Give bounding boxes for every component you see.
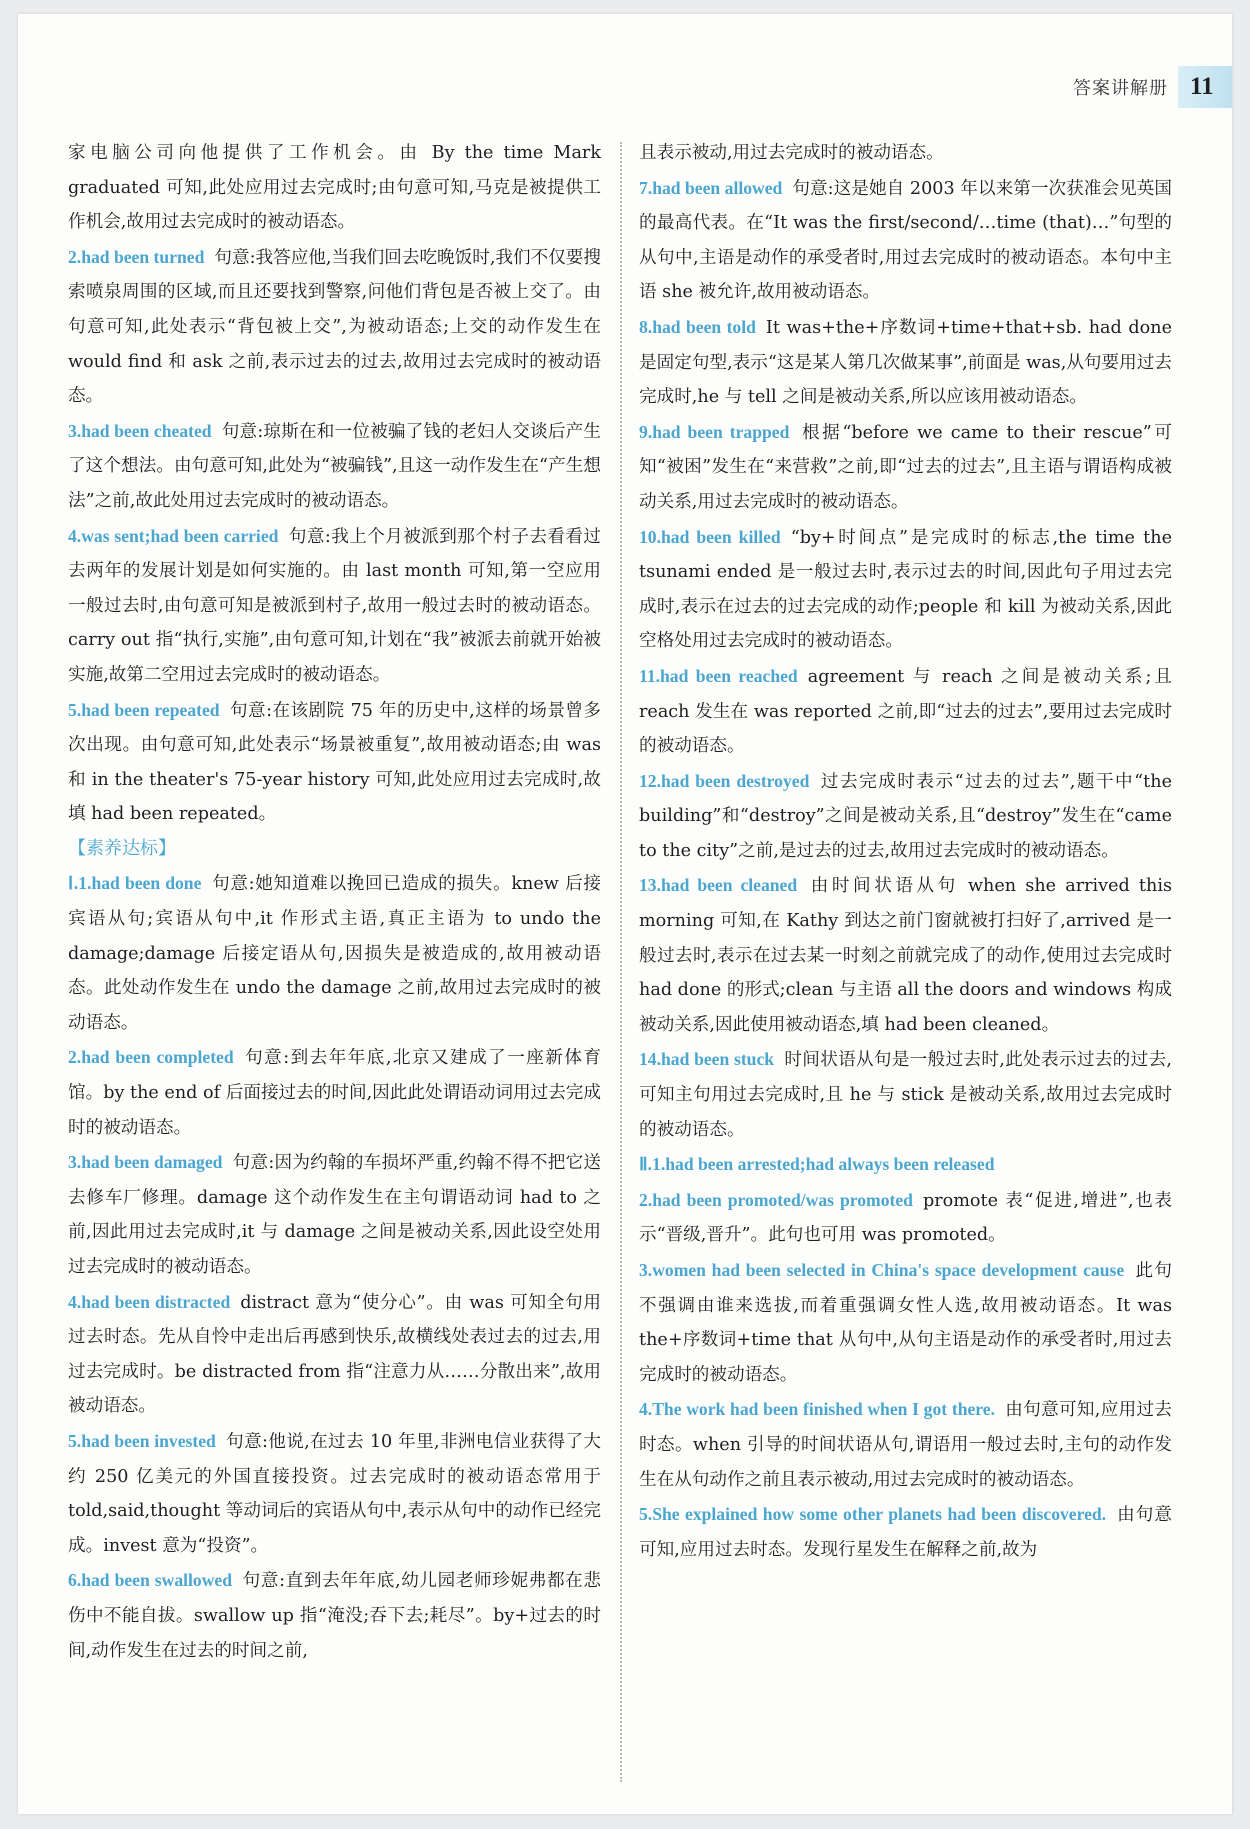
answer-key: 5.She explained how some other planets had been discovered. <box>639 1504 1107 1525</box>
explanation: It was+the+序数词+time+that+sb. had done 是固定句型,表示“这是某人第几次做某事”,前面是 was,从句要用过去完成时,he 与 tell 之间是被动关系,所以应该用被动语态。 <box>639 317 1172 408</box>
answer-key: 14.had been stuck <box>639 1049 775 1070</box>
answer-item <box>68 519 601 693</box>
answer-item <box>68 1040 601 1145</box>
explanation: “by+时间点”是完成时的标志,the time the tsunami ended 是一般过去时,表示过去的时间,因此句子用过去完成时,表示在过去的过去完成的动作;people 和 kill 为被动关系,因此空格处用过去完成时的被动语态。 <box>639 527 1172 652</box>
explanation: 句意:琼斯在和一位被骗了钱的老妇人交谈后产生了这个想法。由句意可知,此处为“被骗钱”,且这一动作发生在“产生想法”之前,故此处用过去完成时的被动语态。 <box>68 421 602 511</box>
explanation: 句意:她知道难以挽回已造成的损失。knew 后接宾语从句;宾语从句中,it 作形式主语,真正主语为 to undo the damage;damage 后接定语从句,因损失是被造成的,故用被动语态。此处动作发生在 undo the damage 之前,故用过去完成时的被动语态。 <box>68 874 601 1033</box>
right-column <box>639 136 1172 1567</box>
answer-key: Ⅰ.1.had been done <box>68 873 202 894</box>
answer-key: Ⅱ.1.had been arrested;had always been released <box>639 1154 995 1175</box>
explanation: 句意:他说,在过去 10 年里,非洲电信业获得了大约 250 亿美元的外国直接投资。过去完成时的被动语态常用于 told,said,thought 等动词后的宾语从句中,表示从句中的动作已经完成。invest 意为“投资”。 <box>68 1431 602 1556</box>
page-header <box>1022 66 1232 108</box>
answer-item <box>68 1285 601 1424</box>
answer-item <box>68 866 601 1040</box>
answer-item <box>639 1147 1172 1183</box>
explanation: 句意:因为约翰的车损坏严重,约翰不得不把它送去修车厂修理。damage 这个动作发生在主句谓语动词 had to 之前,因此用过去完成时,it 与 damage 之间是被动关系,因此设空处用过去完成时的被动语态。 <box>68 1153 601 1277</box>
answer-item <box>68 414 601 519</box>
answer-key: 5.had been repeated <box>68 699 220 720</box>
answer-item <box>639 1042 1172 1147</box>
answer-item <box>68 1563 601 1668</box>
answer-key: 4.had been distracted <box>68 1291 231 1312</box>
answer-key: 4.was sent;had been carried <box>68 525 279 546</box>
explanation: agreement 与 reach 之间是被动关系;且 reach 发生在 was reported 之前,即“过去的过去”,要用过去完成时的被动语态。 <box>639 666 1172 757</box>
answer-key: 7.had been allowed <box>639 177 783 198</box>
explanation: promote 表“促进,增进”,也表示“晋级,晋升”。此句也可用 was promoted。 <box>639 1190 1172 1246</box>
header-title: 答案讲解册 <box>1073 78 1168 99</box>
answer-page <box>18 14 1232 1814</box>
answer-key: 10.had been killed <box>639 526 781 547</box>
answer-item <box>68 1145 601 1284</box>
answer-key: 3.had been cheated <box>68 420 212 441</box>
answer-key: 5.had been invested <box>68 1430 216 1451</box>
explanation: 句意:我上个月被派到那个村子去看看过去两年的发展计划是如何实施的。由 last month 可知,第一空应用一般过去时,由句意可知是被派到村子,故用一般过去时的被动语态。carry out 指“执行,实施”,由句意可知,计划在“我”被派去前就开始被实施,故第二空用过去完成时的被动语态。 <box>68 526 601 685</box>
explanation: 句意:直到去年年底,幼儿园老师珍妮弗都在悲伤中不能自拔。swallow up 指“淹没;吞下去;耗尽”。by+过去的时间,动作发生在过去的时间之前, <box>68 1571 601 1661</box>
explanation: 句意:在该剧院 75 年的历史中,这样的场景曾多次出现。由句意可知,此处表示“场景被重复”,故用被动语态;由 was 和 in the theater's 75-year history 可知,此处应用过去完成时,故填 had been repeated。 <box>68 700 601 825</box>
answer-item <box>639 1497 1172 1567</box>
answer-item <box>68 240 601 414</box>
answer-key: 3.had been damaged <box>68 1152 223 1173</box>
answer-key: 2.had been turned <box>68 246 205 267</box>
column-divider <box>620 142 622 1782</box>
section-title: 【素养达标】 <box>68 837 176 859</box>
answer-item <box>639 171 1172 310</box>
answer-key: 4.The work had been finished when I got there. <box>639 1399 995 1420</box>
explanation: 句意:到去年年底,北京又建成了一座新体育馆。by the end of 后面接过去的时间,因此此处谓语动词用过去完成时的被动语态。 <box>68 1048 601 1138</box>
explanation: 由时间状语从句 when she arrived this morning 可知,在 Kathy 到达之前门窗就被打扫好了,arrived 是一般过去时,表示在过去某一时刻之前就完成了的动作,使用过去完成时 had done 的形式;clean 与主语 all the doors and windows 构成被动关系,因此使用被动语态,填 had been cleaned。 <box>639 876 1172 1035</box>
explanation: distract 意为“使分心”。由 was 可知全句用过去时态。先从自怜中走出后再感到快乐,故横线处表过去的过去,用过去完成时。be distracted from 指“注意力从……分散出来”,故用被动语态。 <box>68 1292 601 1417</box>
explanation: 由句意可知,应用过去时态。when 引导的时间状语从句,谓语用一般过去时,主句的动作发生在从句动作之前且表示被动,用过去完成时的被动语态。 <box>639 1400 1173 1490</box>
answer-item <box>639 415 1172 520</box>
left-column <box>68 136 601 1668</box>
explanation: 句意:我答应他,当我们回去吃晚饭时,我们不仅要搜索喷泉周围的区域,而且还要找到警察,问他们背包是否被上交了。由句意可知,此处表示“背包被上交”,为被动语态;上交的动作发生在 would find 和 ask 之前,表示过去的过去,故用过去完成时的被动语态。 <box>68 247 601 407</box>
explanation: 由句意可知,应用过去时态。发现行星发生在解释之前,故为 <box>639 1505 1172 1560</box>
answer-key: 2.had been completed <box>68 1047 234 1068</box>
answer-item <box>639 310 1172 415</box>
answer-key: 13.had been cleaned <box>639 875 798 896</box>
explanation: 此句不强调由谁来选拔,而着重强调女性人选,故用被动语态。It was the+序数词+time that 从句中,从句主语是动作的承受者时,用过去完成时的被动语态。 <box>639 1261 1172 1385</box>
answer-key: 2.had been promoted/was promoted <box>639 1189 913 1210</box>
answer-item <box>639 659 1172 764</box>
answer-item <box>68 693 601 832</box>
answer-key: 12.had been destroyed <box>639 770 810 791</box>
answer-key: 9.had been trapped <box>639 421 790 442</box>
answer-key: 3.women had been selected in China's space development cause <box>639 1260 1125 1280</box>
answer-item <box>639 764 1172 869</box>
explanation: 时间状语从句是一般过去时,此处表示过去的过去,可知主句用过去完成时,且 he 与 stick 是被动关系,故用过去完成时的被动语态。 <box>639 1050 1172 1140</box>
answer-key: 8.had been told <box>639 316 756 337</box>
explanation: 过去完成时表示“过去的过去”,题干中“the building”和“destroy”之间是被动关系,且“destroy”发生在“came to the city”之前,是过去的过去,故用过去完成时的被动语态。 <box>639 771 1172 861</box>
continued-text: 家电脑公司向他提供了工作机会。由 By the time Mark graduated 可知,此处应用过去完成时;由句意可知,马克是被提供工作机会,故用过去完成时的被动语态。 <box>68 143 601 233</box>
explanation: 根据“before we came to their rescue”可知“被困”发生在“来营救”之前,即“过去的过去”,且主语与谓语构成被动关系,用过去完成时的被动语态。 <box>639 422 1172 512</box>
answer-item <box>639 520 1172 659</box>
continued-text: 且表示被动,用过去完成时的被动语态。 <box>639 143 944 163</box>
explanation: 句意:这是她自 2003 年以来第一次获准会见英国的最高代表。在“It was the first/second/…time (that)…”句型的从句中,主语是动作的承受者时,用过去完成时的被动语态。本句中主语 she 被允许,故用被动语态。 <box>639 178 1173 303</box>
answer-key: 6.had been swallowed <box>68 1570 233 1591</box>
answer-item <box>639 1392 1172 1497</box>
answer-key: 11.had been reached <box>639 665 798 686</box>
answer-item <box>639 868 1172 1042</box>
page-number: 11 <box>1178 66 1232 108</box>
answer-item <box>639 1253 1172 1392</box>
answer-item <box>639 1183 1172 1253</box>
answer-item <box>68 1424 601 1563</box>
